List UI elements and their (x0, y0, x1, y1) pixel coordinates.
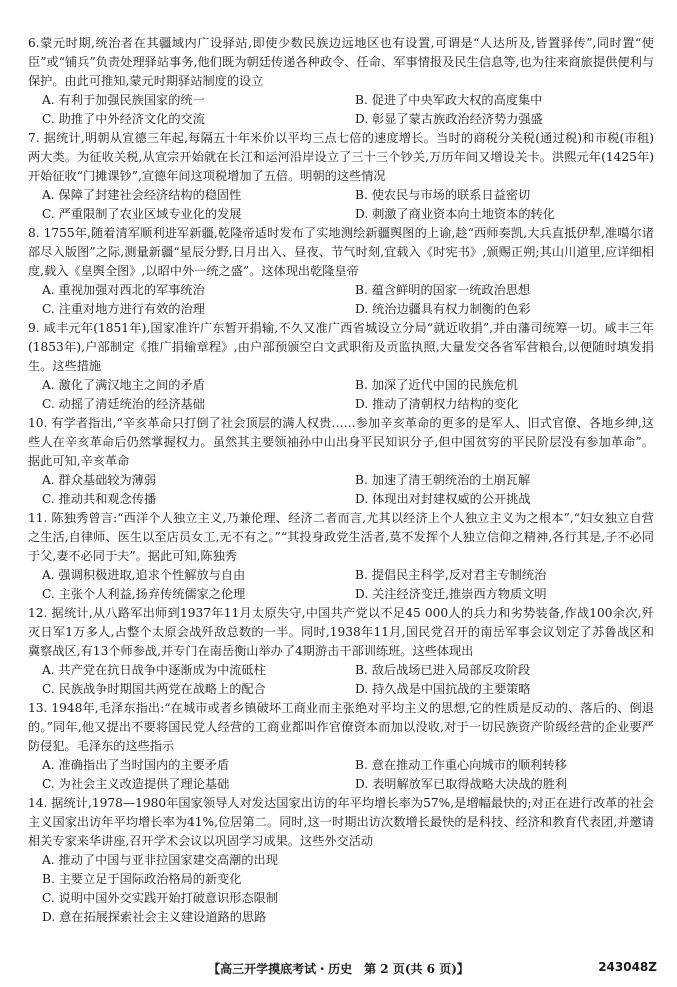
option-list (28, 851, 654, 927)
answer-option: A. 推动了中国与亚非拉国家建交高潮的出现 (42, 853, 278, 867)
answer-option: A. 重视加强对西北的军事统治 (42, 283, 205, 297)
answer-option: D. 统治边疆具有权力制衡的色彩 (355, 302, 531, 316)
answer-option: D. 持久战是中国抗战的主要策略 (355, 682, 531, 696)
answer-option: B. 主要立足于国际政治格局的新变化 (42, 872, 242, 886)
answer-option: A. 共产党在抗日战争中逐渐成为中流砥柱 (42, 663, 266, 677)
question-stem: 13. 1948年,毛泽东指出:“在城市或者乡镇破坏工商业而主张绝对平均主义的思想,它的性质是反动的、落后的、倒退的。”同年,他又提出不要将国民党人经营的工商业都叫作官僚资本而加以没收,对于一切民族资产阶级经营的企业要严防侵犯。毛泽东的这些指示 (28, 701, 654, 753)
question-block (28, 319, 654, 414)
question-block (28, 604, 654, 699)
answer-option: C. 为社会主义改造提供了理论基础 (42, 777, 230, 791)
question-stem: 14. 据统计,1978—1980年国家领导人对发达国家出访的年平均增长率为57%,是増幅最快的;对正在进行改革的社会主义国家出访年平均增长率为41%,位居第二。同时,这一时期出访次数增长最快的是科技、经济和教育代表团,并邀请相关专家来华讲座,召开学术会议以巩固学习成果。这些外交活动 (28, 796, 654, 848)
answer-option: D. 刺激了商业资本向土地资本的转化 (355, 207, 555, 221)
option-list (28, 186, 654, 224)
answer-option: D. 彰显了蒙古族政治经济势力强盛 (355, 112, 543, 126)
answer-option: D. 体现出对封建权威的公开挑战 (355, 492, 531, 506)
answer-option: C. 民族战争时期国共两党在战略上的配合 (42, 682, 266, 696)
question-stem: 11. 陈独秀曾言:“西洋个人独立主义,乃兼伦理、经济二者而言,尤其以经济上个人独立主义为之根本”,“妇女独立自营之生活,自律师、医生以至店员女工,无不有之。”“其投身政党生活者,莫不发挥个人独立信仰之精神,各行其是,子不必同于父,妻不必同于夫”。据此可知,陈独秀 (28, 511, 654, 563)
answer-option: B. 加速了清王朝统治的土崩瓦解 (355, 473, 531, 487)
exam-page (28, 34, 654, 927)
answer-option: A. 群众基础较为薄弱 (42, 473, 157, 487)
answer-option: A. 强调积极进取,追求个性解放与自由 (42, 568, 246, 582)
answer-option: B. 敌后战场已进入局部反攻阶段 (355, 663, 531, 677)
answer-option: C. 注重对地方进行有效的治理 (42, 302, 205, 316)
answer-option: C. 助推了中外经济文化的交流 (42, 112, 205, 126)
answer-option: B. 使农民与市场的联系日益密切 (355, 188, 531, 202)
question-stem: 12. 据统计,从八路军出师到1937年11月太原失守,中国共产党以不足45 000人的兵力和劣势装备,作战100余次,歼灭日军1万多人,占整个太原会战歼敌总数的一半。同时,1938年11月,国民党召开的南岳军事会议划定了苏鲁战区和冀察战区,有13个师参战,并专门在南岳衡山举办了4期游击干部训练班。这些体现出 (28, 606, 654, 658)
question-stem: 9. 咸丰元年(1851年),国家准许广东暂开捐输,不久又准广西省城设立分局“就近收捐”,并由藩司统筹一切。咸丰三年(1853年),户部制定《推广捐输章程》,由户部预颁空白文武职衔及贡监执照,大量发交各省军营粮台,以便随时填发捐生。这些措施 (28, 321, 654, 373)
option-list (28, 376, 654, 414)
question-block (28, 129, 654, 224)
question-block (28, 509, 654, 604)
footer-title: 【高三开学摸底考试・历史 第 2 页(共 6 页)】 (208, 962, 469, 976)
answer-option: C. 动摇了清廷统治的经济基础 (42, 397, 205, 411)
answer-option: B. 促进了中央军政大权的高度集中 (355, 93, 543, 107)
option-list (28, 281, 654, 319)
question-block (28, 224, 654, 319)
option-list (28, 661, 654, 699)
answer-option: D. 推动了清朝权力结构的变化 (355, 397, 519, 411)
answer-option: D. 表明解放军已取得战略大决战的胜利 (355, 777, 568, 791)
question-block (28, 794, 654, 927)
answer-option: B. 意在推动工作重心向城市的顺利转移 (355, 758, 567, 772)
answer-option: A. 准确指出了当时国内的主要矛盾 (42, 758, 230, 772)
option-list (28, 471, 654, 509)
answer-option: C. 说明中国外交实践开始打破意识形态限制 (42, 891, 279, 905)
answer-option: B. 加深了近代中国的民族危机 (355, 378, 518, 392)
answer-option: B. 提倡民主科学,反对君主专制统治 (355, 568, 547, 582)
answer-option: C. 主张个人利益,扬弃传统儒家之伦理 (42, 587, 246, 601)
question-stem: 10. 有学者指出,“辛亥革命只打倒了社会顶层的满人权贵……参加辛亥革命的更多的是军人、旧式官僚、各地乡绅,这些人在辛亥革命后仍然掌握权力。虽然其主要领袖孙中山出身平民知识分子,但中国贫穷的平民阶层没有参加革命”。据此可知,辛亥革命 (28, 416, 654, 468)
answer-option: A. 保障了封建社会经济结构的稳固性 (42, 188, 242, 202)
option-list (28, 91, 654, 129)
answer-option: A. 激化了满汉地主之间的矛盾 (42, 378, 205, 392)
exam-code: 243048Z (598, 960, 657, 974)
question-block (28, 699, 654, 794)
answer-option: D. 关注经济变迁,推崇西方物质文明 (355, 587, 547, 601)
answer-option: C. 推动共和观念传播 (42, 492, 157, 506)
question-block (28, 34, 654, 129)
page-footer (0, 960, 677, 977)
question-stem: 8. 1755年,随着清军顺利进军新疆,乾隆帝适时发布了实地测绘新疆舆图的上谕,趁“西师奏凯,大兵直抵伊犁,准噶尔诸部尽入版图”之际,测量新疆“星辰分野,日月出入、昼夜、节气时刻,宜载入《时宪书》,颁赐正朔;其山川道里,应详细相度,载入《皇舆全图》,以昭中外一统之盛”。这体现出乾隆皇帝 (28, 226, 654, 278)
question-list (28, 34, 654, 927)
option-list (28, 566, 654, 604)
question-block (28, 414, 654, 509)
option-list (28, 756, 654, 794)
answer-option: D. 意在拓展探索社会主义建设道路的思路 (42, 910, 267, 924)
question-stem: 6.蒙元时期,统治者在其疆域内广设驿站,即使少数民族边远地区也有设置,可谓是“人达所及,皆置驿传”,同时置“使臣”或“铺兵”负责处理驿站事务,他们既为朝廷传递各种政令、任命、军事情报及民生信息等,也为往来商旅提供便利与保护。由此可推知,蒙元时期驿站制度的设立 (28, 36, 654, 88)
answer-option: B. 蕴含鲜明的国家一统政治思想 (355, 283, 531, 297)
answer-option: A. 有利于加强民族国家的统一 (42, 93, 205, 107)
answer-option: C. 严重限制了农业区域专业化的发展 (42, 207, 242, 221)
question-stem: 7. 据统计,明朝从宣德三年起,每隔五十年米价以平均三点七倍的速度增长。当时的商税分关税(通过税)和市税(市租)两大类。为征收关税,从宣宗开始就在长江和运河沿岸设立了三十三个钞关,万历年间又增设关卡。洪熙元年(1425年)开始征收“门摊课钞”,宣德年间这项税增加了五倍。明朝的这些情况 (28, 131, 654, 183)
